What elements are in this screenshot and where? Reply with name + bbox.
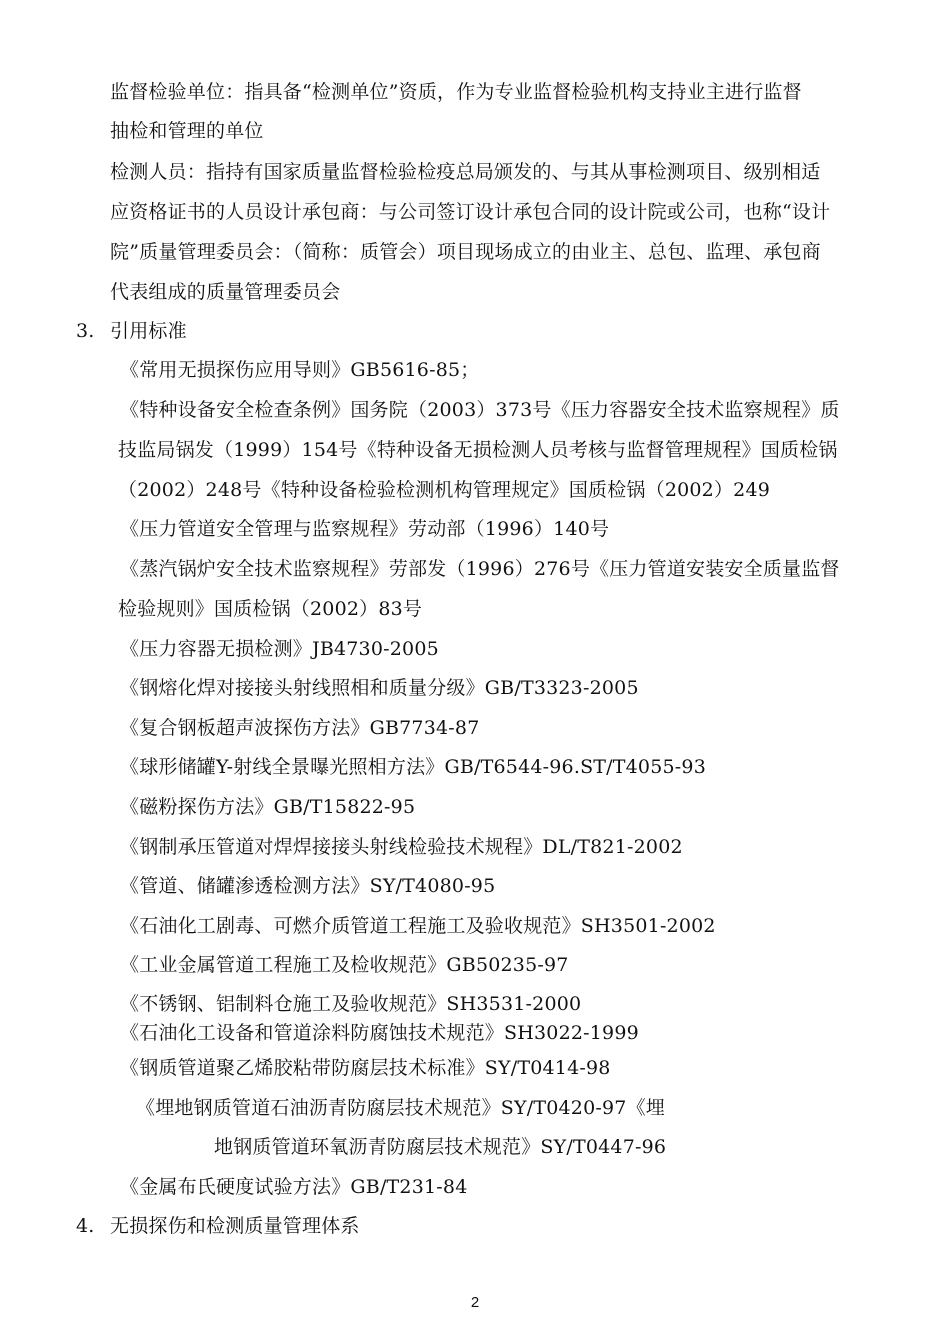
standard-item-continued: 地钢质管道环氧沥青防腐层技术规范》SY/T0447-96	[214, 1136, 667, 1158]
standard-item: 《磁粉探伤方法》GB/T15822-95	[120, 796, 416, 818]
standard-item: 《常用无损探伤应用导则》GB5616-85；	[120, 359, 480, 381]
definition-line-5: 院”质量管理委员会：（简称：质管会）项目现场成立的由业主、总包、监理、承包商	[110, 241, 821, 263]
standard-item: 《石油化工设备和管道涂料防腐蚀技术规范》SH3022-1999	[120, 1022, 639, 1044]
standard-item-continued: 检验规则》国质检锅（2002）83号	[118, 598, 423, 620]
section-3-title: 引用标准	[110, 320, 187, 342]
standard-item: 《埋地钢质管道石油沥青防腐层技术规范》SY/T0420-97《埋	[136, 1097, 665, 1119]
standard-item: 《复合钢板超声波探伤方法》GB7734-87	[120, 717, 480, 739]
section-3-number: 3.	[76, 320, 95, 342]
standard-item: 《金属布氏硬度试验方法》GB/T231-84	[120, 1176, 468, 1198]
standard-item: 《工业金属管道工程施工及检收规范》GB50235-97	[120, 954, 569, 976]
definition-line-2: 抽检和管理的单位	[110, 120, 264, 142]
standard-item: 《压力管道安全管理与监察规程》劳动部（1996）140号	[120, 518, 610, 540]
section-4-title: 无损探伤和检测质量管理体系	[110, 1215, 360, 1237]
standard-item: 《钢制承压管道对焊焊接接头射线检验技术规程》DL/T821-2002	[120, 836, 683, 858]
standard-item: 《蒸汽锅炉安全技术监察规程》劳部发（1996）276号《压力管道安装安全质量监督	[120, 558, 840, 580]
definition-line-1: 监督检验单位：指具备“检测单位”资质，作为专业监督检验机构支持业主进行监督	[110, 81, 802, 103]
standard-item: 《钢质管道聚乙烯胶粘带防腐层技术标准》SY/T0414-98	[120, 1057, 611, 1079]
standard-item: 《管道、储罐渗透检测方法》SY/T4080-95	[120, 875, 496, 897]
standard-item-continued: 技监局锅发（1999）154号《特种设备无损检测人员考核与监督管理规程》国质检锅	[118, 439, 838, 461]
definition-line-3: 检测人员：指持有国家质量监督检验检疫总局颁发的、与其从事检测项目、级别相适	[110, 161, 821, 183]
standard-item: 《球形储罐Y-射线全景曝光照相方法》GB/T6544-96.ST/T4055-93	[120, 756, 706, 778]
standard-item: 《石油化工剧毒、可燃介质管道工程施工及验收规范》SH3501-2002	[120, 915, 716, 937]
standard-item: 《钢熔化焊对接接头射线照相和质量分级》GB/T3323-2005	[120, 677, 639, 699]
standard-item: 《压力容器无损检测》JB4730-2005	[120, 638, 439, 660]
section-4-heading	[76, 1214, 360, 1238]
standard-item: 《特种设备安全检查条例》国务院（2003）373号《压力容器安全技术监察规程》质	[120, 399, 840, 421]
section-3-heading	[76, 319, 187, 343]
definition-line-6: 代表组成的质量管理委员会	[110, 281, 341, 303]
standard-item-continued: （2002）248号《特种设备检验检测机构管理规定》国质检锅（2002）249	[118, 479, 771, 501]
standard-item: 《不锈钢、铝制料仓施工及验收规范》SH3531-2000	[120, 993, 582, 1015]
section-4-number: 4.	[76, 1215, 95, 1237]
definition-line-4: 应资格证书的人员设计承包商：与公司签订设计承包合同的设计院或公司，也称“设计	[110, 201, 831, 223]
page-number: 2	[470, 1294, 480, 1311]
